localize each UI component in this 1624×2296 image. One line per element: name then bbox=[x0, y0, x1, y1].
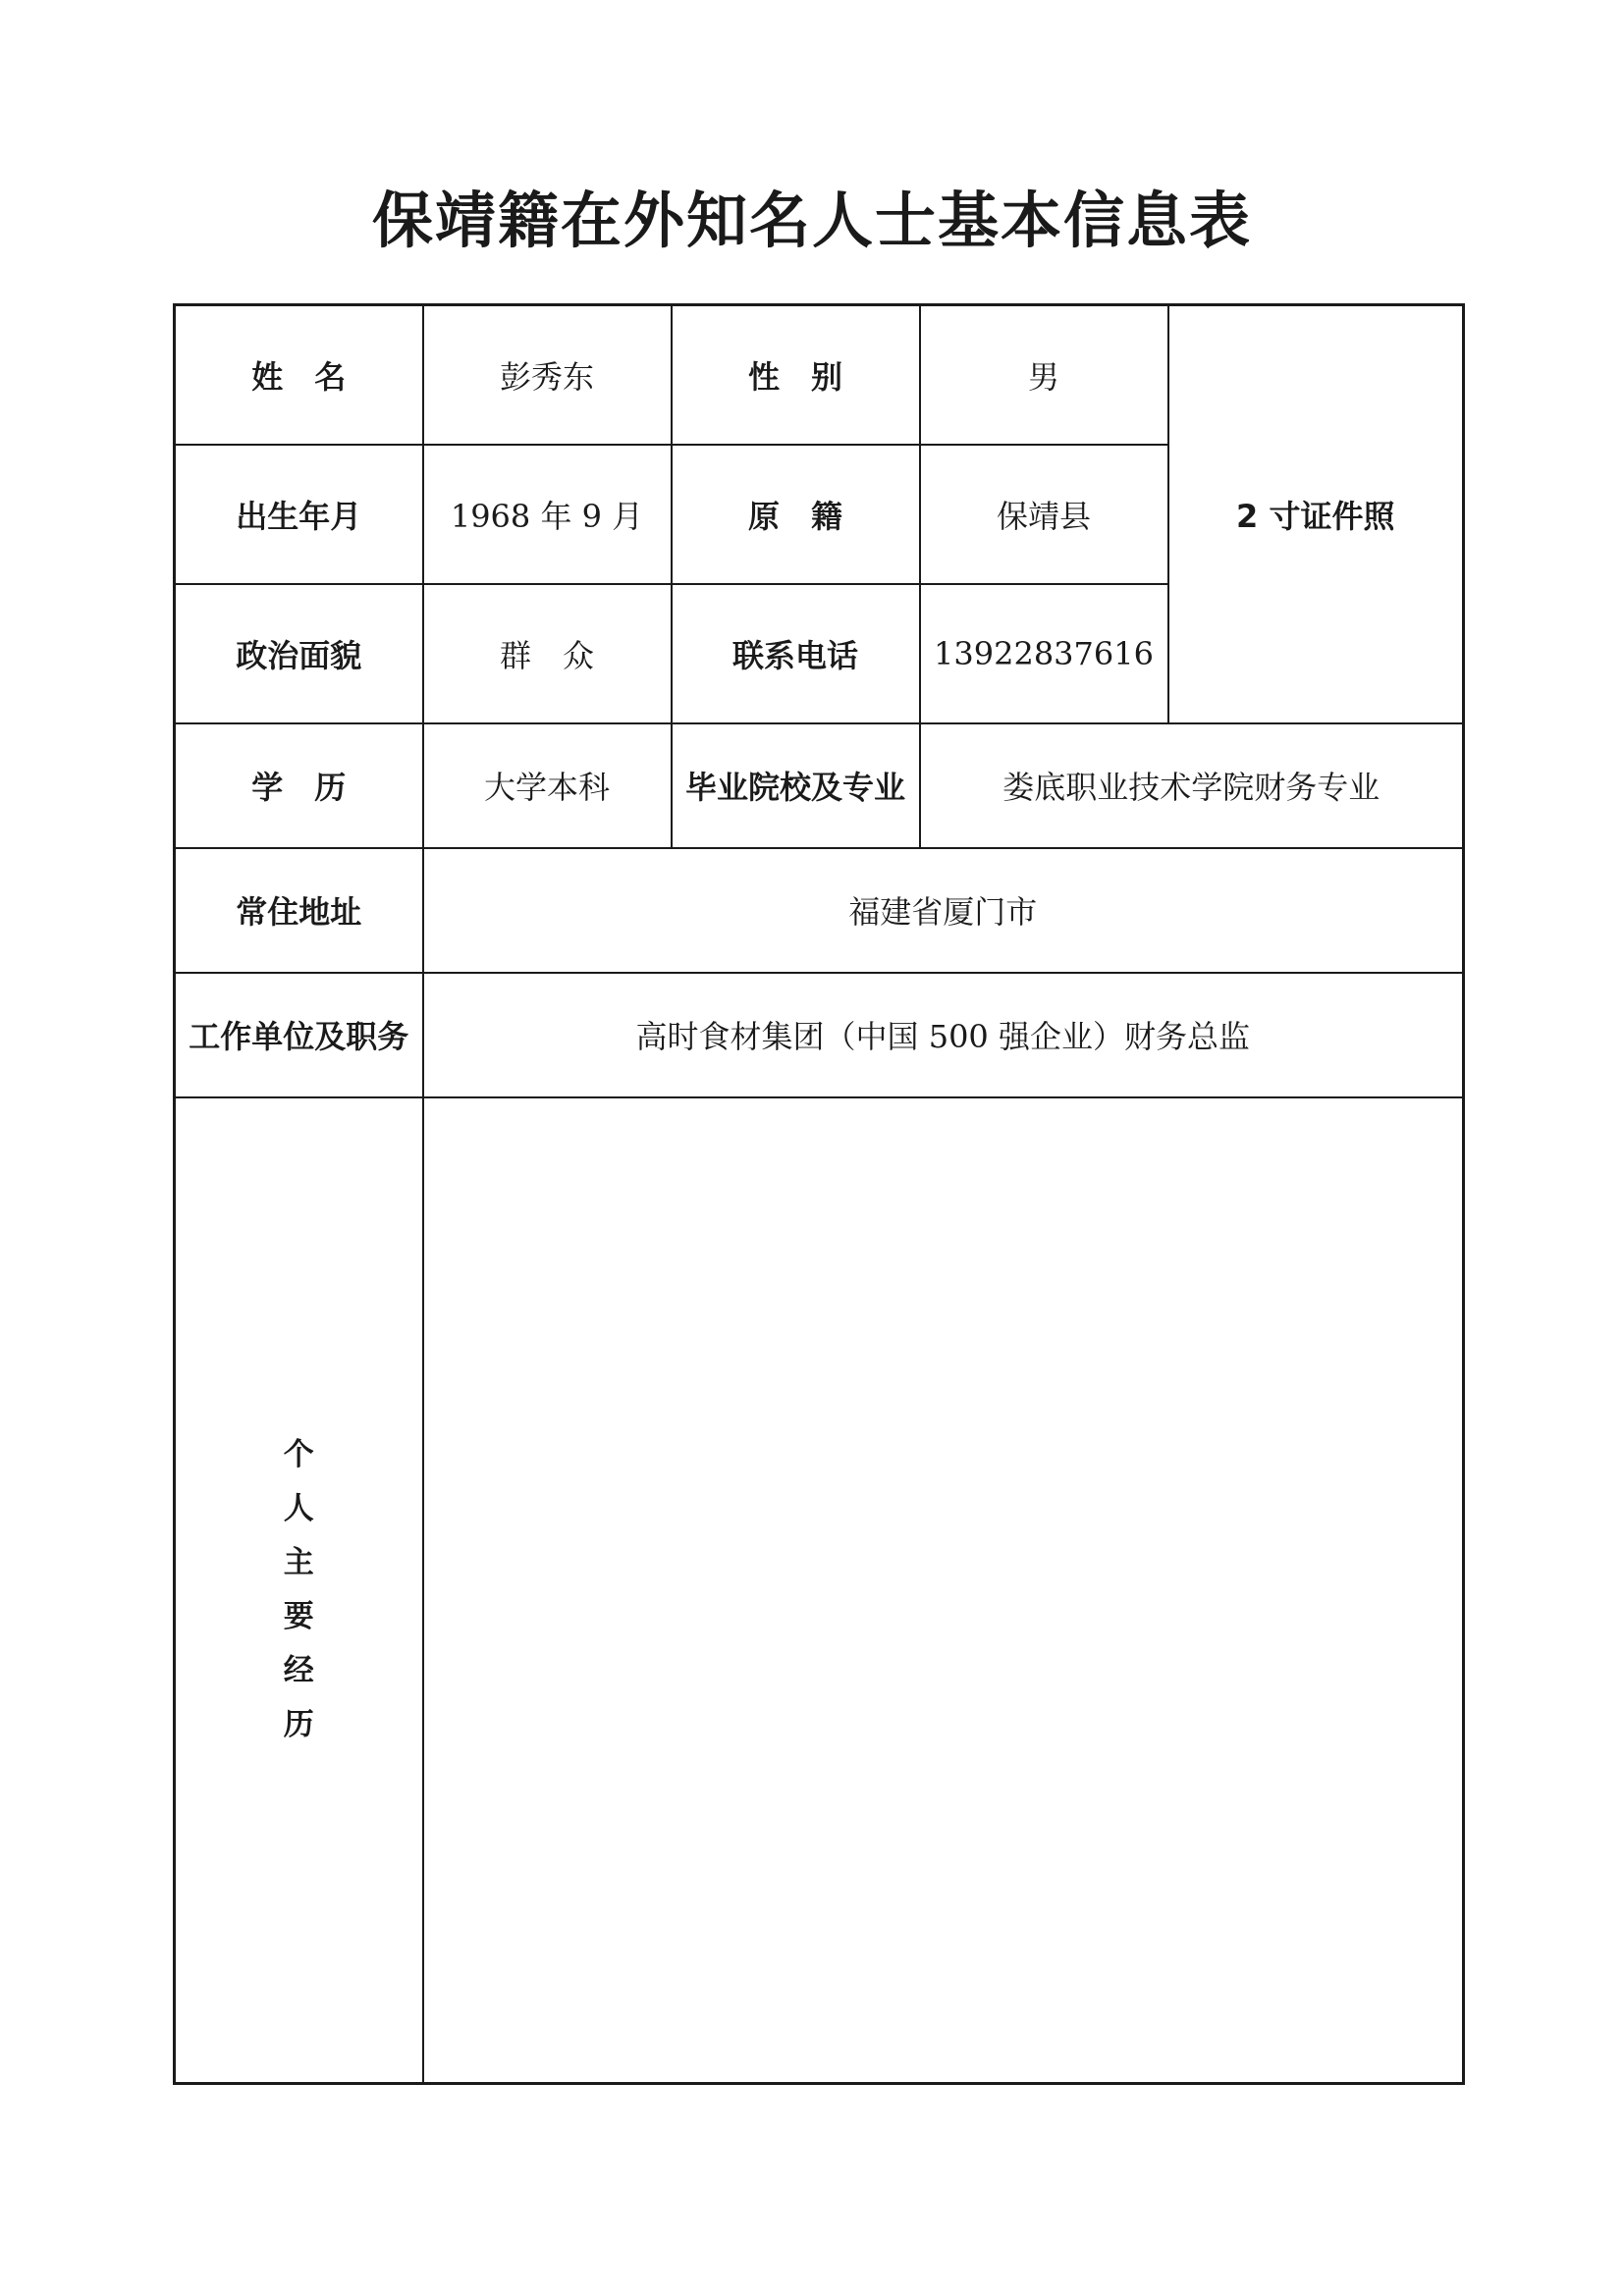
form-row-work bbox=[175, 973, 1464, 1097]
phone-value: 13922837616 bbox=[920, 584, 1168, 723]
info-form-table bbox=[173, 303, 1465, 2085]
address-value: 福建省厦门市 bbox=[423, 848, 1464, 973]
origin-value: 保靖县 bbox=[920, 445, 1168, 584]
birth-label: 出生年月 bbox=[175, 445, 423, 584]
education-label: 学 历 bbox=[175, 723, 423, 848]
form-row-name bbox=[175, 305, 1464, 445]
address-label: 常住地址 bbox=[175, 848, 423, 973]
school-value: 娄底职业技术学院财务专业 bbox=[920, 723, 1464, 848]
document-title: 保靖籍在外知名人士基本信息表 bbox=[371, 185, 1252, 256]
experience-label-cell bbox=[175, 1097, 423, 2084]
form-row-experience bbox=[175, 1097, 1464, 2084]
political-value: 群 众 bbox=[423, 584, 672, 723]
work-value: 高时食材集团（中国 500 强企业）财务总监 bbox=[423, 973, 1464, 1097]
experience-label: 个人主要经历 bbox=[283, 1436, 314, 1742]
name-label: 姓 名 bbox=[175, 305, 423, 445]
school-label: 毕业院校及专业 bbox=[672, 723, 920, 848]
birth-value: 1968 年 9 月 bbox=[423, 445, 672, 584]
political-label: 政治面貌 bbox=[175, 584, 423, 723]
form-row-address bbox=[175, 848, 1464, 973]
name-value: 彭秀东 bbox=[423, 305, 672, 445]
gender-value: 男 bbox=[920, 305, 1168, 445]
experience-value bbox=[423, 1097, 1464, 2084]
photo-placeholder: 2 寸证件照 bbox=[1168, 305, 1464, 723]
education-value: 大学本科 bbox=[423, 723, 672, 848]
form-row-education bbox=[175, 723, 1464, 848]
origin-label: 原 籍 bbox=[672, 445, 920, 584]
work-label: 工作单位及职务 bbox=[175, 973, 423, 1097]
gender-label: 性 别 bbox=[672, 305, 920, 445]
phone-label: 联系电话 bbox=[672, 584, 920, 723]
